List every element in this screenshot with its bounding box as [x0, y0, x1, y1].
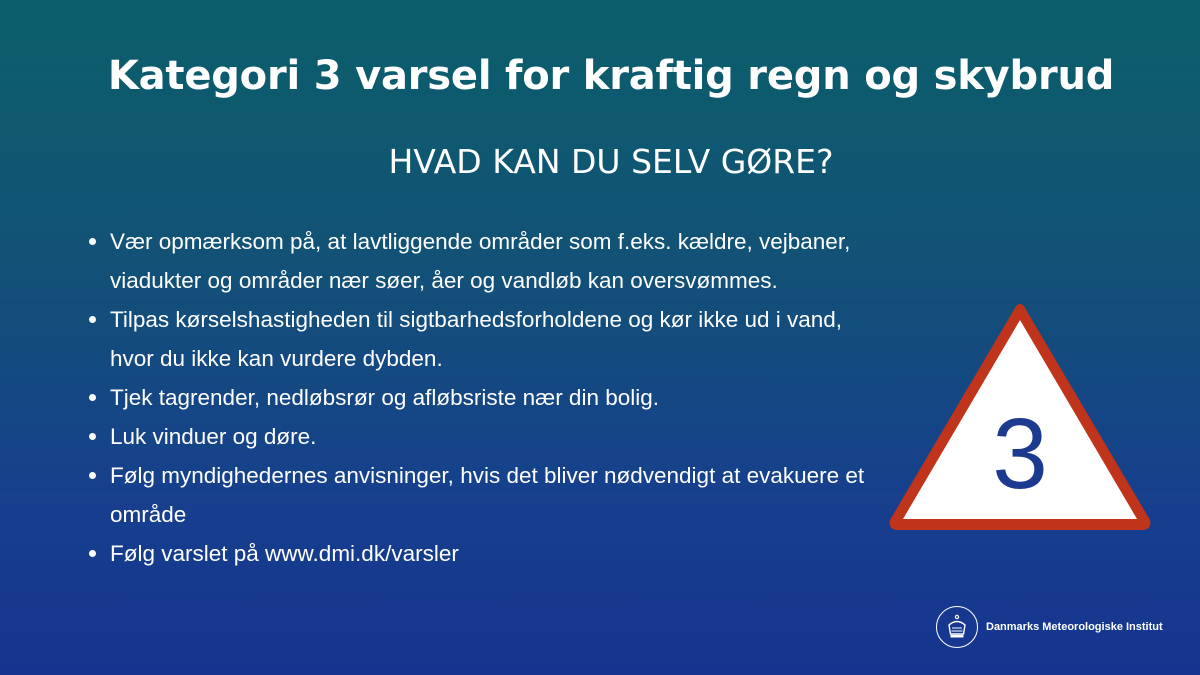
list-item	[86, 222, 876, 300]
list-item	[86, 456, 876, 534]
warning-level-number: 3	[992, 398, 1048, 510]
dmi-logo	[936, 606, 1163, 648]
warning-triangle-graphic	[884, 298, 1156, 536]
logo-text: Danmarks Meteorologiske Institut	[986, 621, 1163, 633]
bullet-dot	[89, 433, 96, 440]
list-item	[86, 417, 876, 456]
bullet-dot	[89, 472, 96, 479]
advice-list	[86, 222, 876, 573]
list-item-text: Følg myndighedernes anvisninger, hvis det bliver nødvendigt at evakuere et område	[110, 463, 865, 527]
list-item-text: Følg varslet på www.dmi.dk/varsler	[110, 541, 459, 566]
list-item	[86, 300, 876, 378]
warning-triangle-icon	[884, 298, 1156, 536]
list-item	[86, 534, 876, 573]
bullet-dot	[89, 394, 96, 401]
list-item-text: Tilpas kørselshastigheden til sigtbarhedsforholdene og kør ikke ud i vand, hvor du ikke kan vurdere dybden.	[110, 307, 843, 371]
bullet-dot	[89, 238, 96, 245]
list-item-text: Vær opmærksom på, at lavtliggende områder som f.eks. kældre, vejbaner, viadukter og områder nær søer, åer og vandløb kan oversvømmes.	[110, 229, 851, 293]
list-item-text: Luk vinduer og døre.	[110, 424, 317, 449]
bullet-dot	[89, 316, 96, 323]
list-item	[86, 378, 876, 417]
bullet-dot	[89, 550, 96, 557]
list-item-text: Tjek tagrender, nedløbsrør og afløbsriste nær din bolig.	[110, 385, 659, 410]
crown-icon	[936, 606, 978, 648]
page-title: Kategori 3 varsel for kraftig regn og skybrud	[107, 53, 1115, 99]
page-subtitle: HVAD KAN DU SELV GØRE?	[388, 142, 834, 181]
